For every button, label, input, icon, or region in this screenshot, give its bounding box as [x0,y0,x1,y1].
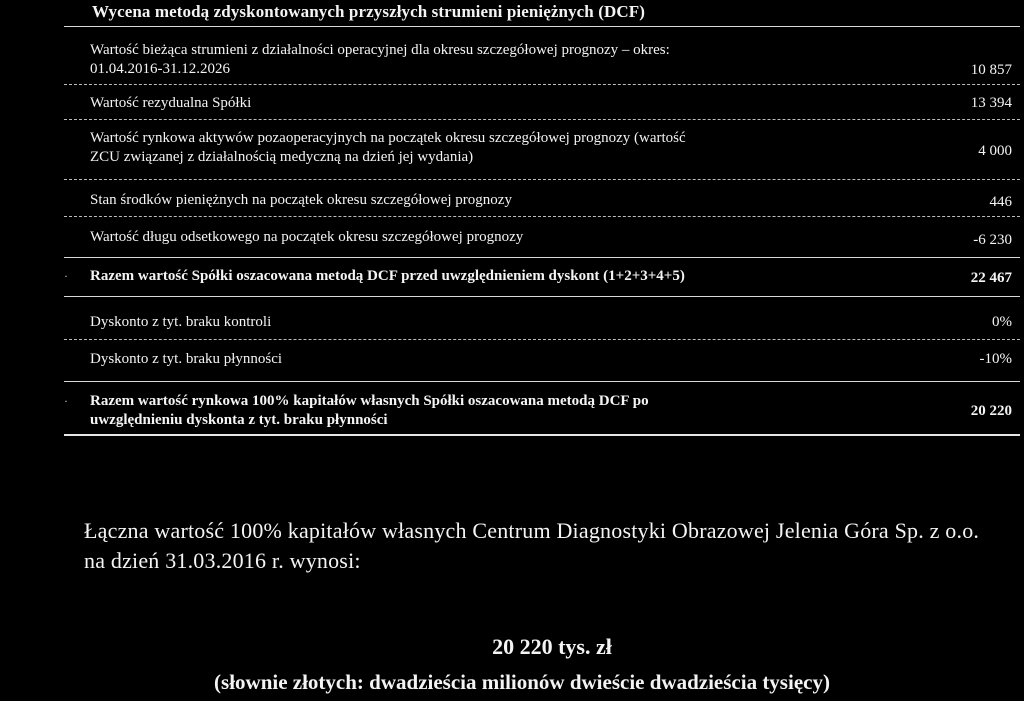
table-row [64,129,1020,169]
divider [64,26,1020,27]
conclusion-text: Łączna wartość 100% kapitałów własnych Centrum Diagnostyki Obrazowej Jelenia Góra Sp. z o.o. na dzień 31.03.2016 r. wynosi: [84,518,980,573]
divider [64,257,1020,258]
divider [64,179,1020,180]
divider [64,296,1020,297]
divider [64,434,1020,436]
bullet-mark: · [64,394,68,408]
row-label: Razem wartość rynkowa 100% kapitałów własnych Spółki oszacowana metodą DCF po uwzględnieniu dyskonta z tyt. braku płynności [90,393,649,428]
row-value: -10% [979,351,1012,367]
table-row-total [64,267,1020,287]
row-label: Wartość długu odsetkowego na początek okresu szczegółowej prognozy [90,229,524,245]
row-label: Dyskonto z tyt. braku płynności [90,351,283,367]
row-value: 0% [992,314,1012,330]
table-title: Wycena metodą zdyskontowanych przyszłych strumieni pieniężnych (DCF) [92,2,645,21]
table-row-total [64,392,1020,432]
table-row [64,350,1020,370]
table-row [64,41,1020,81]
divider [64,84,1020,85]
row-value: 22 467 [970,270,1012,286]
divider [64,216,1020,217]
row-label: Wartość rezydualna Spółki [90,95,252,111]
row-label: Wartość bieżąca strumieni z działalności operacyjnej dla okresu szczegółowej prognozy – okres: 01.04.2016-31.12.2026 [90,42,670,77]
divider [64,381,1020,382]
table-row [64,228,1020,248]
row-value: 10 857 [970,62,1012,78]
row-label: Wartość rynkowa aktywów pozaoperacyjnych na początek okresu szczegółowej prognozy (wartość ZCU związanej z działalnością medyczną na dzień jej wydania) [90,130,686,165]
row-value: 446 [989,194,1012,210]
row-value: 20 220 [970,403,1012,419]
row-label: Stan środków pieniężnych na początek okresu szczegółowej prognozy [90,192,512,208]
table-row [64,191,1020,211]
total-amount: 20 220 tys. zł [492,634,612,659]
divider [64,119,1020,120]
row-value: 4 000 [978,143,1012,159]
row-label: Razem wartość Spółki oszacowana metodą DCF przed uwzględnieniem dyskont (1+2+3+4+5) [90,268,685,284]
bullet-mark: · [64,269,68,283]
row-label: Dyskonto z tyt. braku kontroli [90,314,272,330]
table-row [64,94,1020,114]
divider [64,339,1020,340]
table-row [64,313,1020,333]
amount-in-words: (słownie złotych: dwadzieścia milionów dwieście dwadzieścia tysięcy) [214,670,830,694]
row-value: 13 394 [970,95,1012,111]
row-value: -6 230 [973,232,1012,248]
